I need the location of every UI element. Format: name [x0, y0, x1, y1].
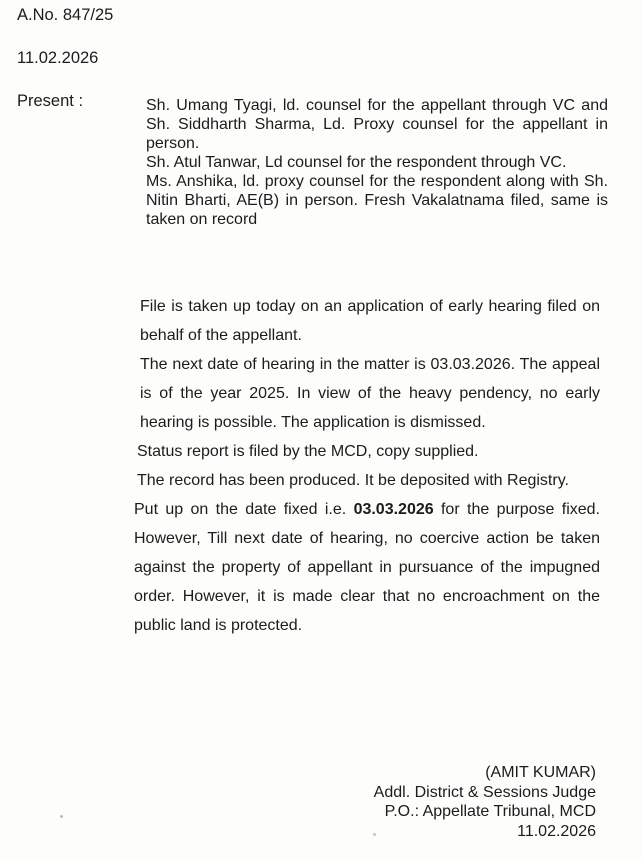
order-body — [134, 292, 600, 640]
scan-speck — [60, 815, 63, 818]
attendance-appellant-counsel: Sh. Umang Tyagi, ld. counsel for the appellant through VC and Sh. Siddharth Sharma, Ld. Proxy counsel for the appellant in person. — [146, 97, 608, 152]
order-date: 11.02.2026 — [17, 49, 99, 67]
judge-name: (AMIT KUMAR) — [485, 764, 596, 781]
order-paragraph-record: The record has been produced. It be deposited with Registry. — [137, 472, 569, 489]
order-paragraph-status-report: Status report is filed by the MCD, copy supplied. — [137, 443, 479, 460]
signature-date: 11.02.2026 — [517, 822, 596, 840]
order-paragraph-early-hearing: File is taken up today on an application of early hearing filed on behalf of the appellant. — [140, 298, 600, 344]
directions-prefix: Put up on the date fixed i.e. — [134, 501, 354, 518]
case-number: A.No. 847/25 — [17, 6, 114, 24]
directions-text: for the purpose fixed. However, Till next date of hearing, no coercive action be taken against the property of appellant in pursuance of the impugned order. However, it is made clear that no encroachment on the public land is protected. — [134, 501, 601, 634]
order-paragraph-next-date: The next date of hearing in the matter is 03.03.2026. The appeal is of the year 2025. In view of the heavy pendency, no early hearing is possible. The application is dismissed. — [140, 356, 600, 431]
scan-speck — [373, 833, 376, 836]
signature-block — [374, 763, 596, 841]
directions-next-date: 03.03.2026 — [353, 501, 434, 518]
order-paragraph-directions — [134, 495, 600, 640]
attendance-block — [146, 96, 608, 229]
present-label: Present : — [17, 92, 84, 110]
judge-designation: Addl. District & Sessions Judge — [373, 783, 596, 801]
attendance-respondent-proxy: Ms. Anshika, ld. proxy counsel for the respondent along with Sh. Nitin Bharti, AE(B) in person. Fresh Vakalatnama filed, same is taken on record — [146, 173, 608, 228]
attendance-respondent-counsel: Sh. Atul Tanwar, Ld counsel for the respondent through VC. — [146, 154, 567, 171]
judge-office: P.O.: Appellate Tribunal, MCD — [384, 803, 596, 820]
